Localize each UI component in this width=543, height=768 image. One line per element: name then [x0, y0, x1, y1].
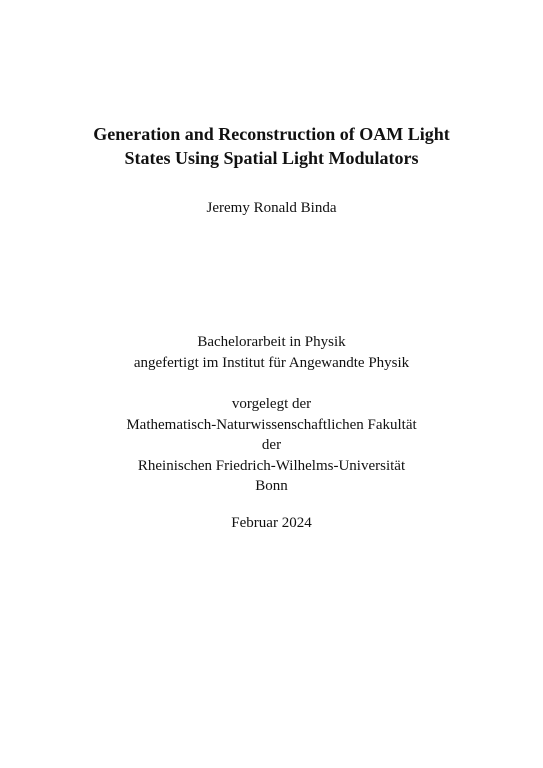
submission-line: vorgelegt der [231, 396, 312, 412]
thesis-description [40, 332, 503, 373]
submission-info [40, 394, 503, 497]
university-city: Bonn [255, 478, 288, 494]
faculty-name: Mathematisch-Naturwissenschaftlichen Fakultät [126, 416, 417, 433]
thesis-institute: angefertigt im Institut für Angewandte Physik [133, 354, 410, 371]
author-name: Jeremy Ronald Binda [206, 200, 337, 216]
university-name: Rheinischen Friedrich-Wilhelms-Universität [137, 457, 406, 474]
submission-date: Februar 2024 [231, 515, 312, 531]
thesis-title [40, 122, 503, 170]
thesis-title-line: Generation and Reconstruction of OAM Light [93, 124, 450, 144]
thesis-type: Bachelorarbeit in Physik [197, 334, 346, 350]
submission-line: der [261, 437, 282, 453]
thesis-title-line: States Using Spatial Light Modulators [124, 148, 419, 168]
